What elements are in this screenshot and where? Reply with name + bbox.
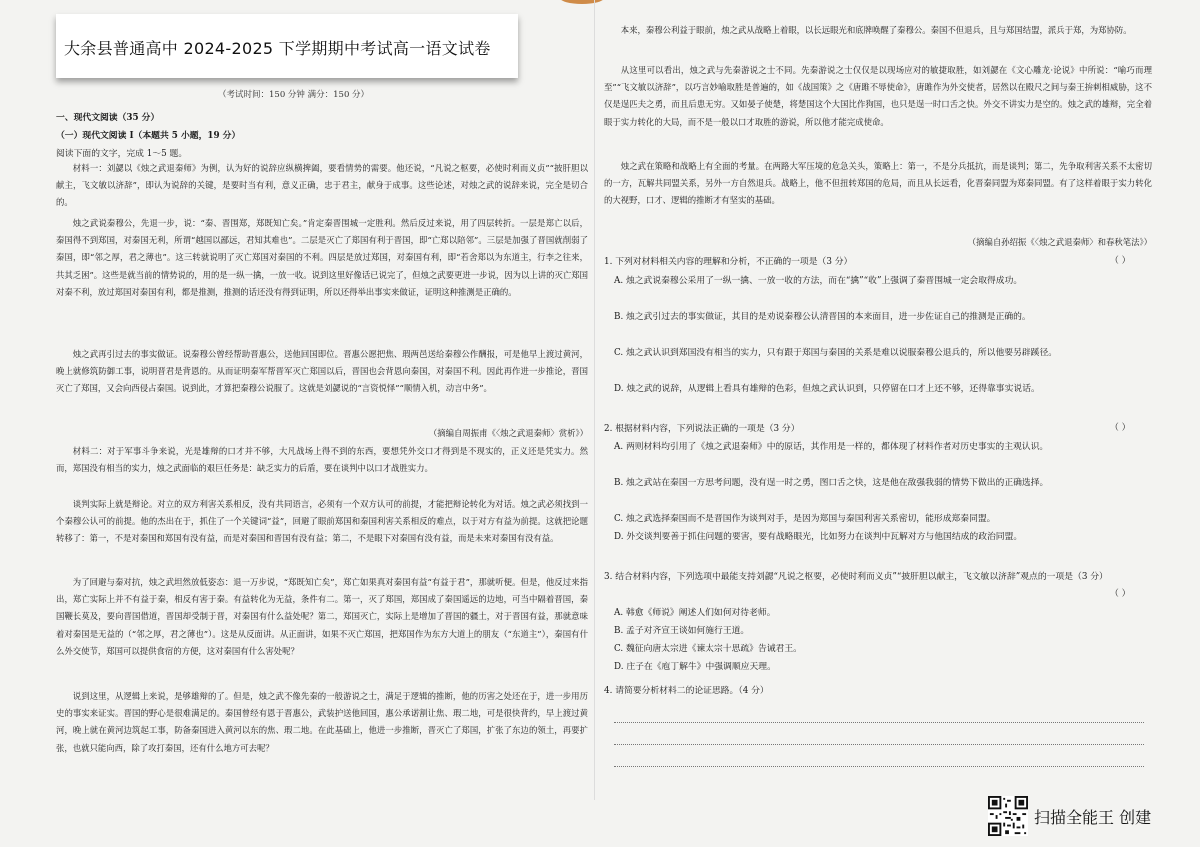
paragraph: 材料二：对于军事斗争来说，光是雄辩的口才并不够，大凡战场上得不到的东西，要想凭外交口才得到是不现实的，正义还是凭实力。然而，郑国没有相当的实力，烛之武面临的艰巨任务是：缺乏实力的后盾，要在谈判中以口才战胜实力。 — [56, 446, 588, 474]
question-option: B. 烛之武站在秦国一方思考问题，没有逞一时之勇，图口舌之快，这是他在敌强我弱的情势下做出的正确选择。 — [614, 478, 1049, 488]
question-option: D. 烛之武的说辞，从逻辑上看具有雄辩的色彩，但烛之武认识到，只停留在口才上还不够，还得靠事实说话。 — [614, 384, 1040, 394]
exam-meta: （考试时间：150 分钟 满分：150 分） — [218, 90, 370, 100]
paragraph: 材料一：刘勰以《烛之武退秦师》为例，认为好的说辞应纵横捭阖，要看情势的需要。他还说，“凡说之枢要，必使时利而义贞”“披肝胆以献主，飞文敏以济辞”，即认为说辞的关键，是要时当有利，意义正确，忠于君主，献身于成事。这些论述，对烛之武的说辞来说，完全是切合的。 — [56, 163, 588, 208]
watermark — [988, 796, 1151, 836]
subsection-heading: （一）现代文阅读 I（本题共 5 小题，19 分） — [56, 131, 241, 141]
question-option: C. 烛之武认识到郑国没有相当的实力，只有跟于郑国与秦国的关系是难以说服秦穆公退兵的，所以他要另辟蹊径。 — [614, 348, 1058, 358]
paragraph: 为了回避与秦对抗，烛之武坦然放低姿态：退一万步说，“郑既知亡矣”，郑亡如果真对秦国有益“有益于君”，那就听便。但是，他反过来指出，郑亡实际上并不有益于秦，相反有害于秦。有益转化为无益，条件有二。第一，灭了郑国，郑国成了秦国遥远的边地，可当中隔着晋国，秦国鞭长莫及，要向晋国借道，晋国却受制于晋，对秦国有什么益处呢？第二，郑国灭亡，实际上是增加了晋国的疆土，对于晋国有益，那就意味着对秦国是无益的（“邻之厚，君之薄也”）。这是从反面讲。从正面讲，如果不灭亡郑国，把郑国作为东方大道上的朋友（“东道主”），秦国有什么外交使节，郑国可以提供食宿的方便，这对秦国有什么害处呢？ — [56, 577, 588, 656]
paragraph: 谈判实际上就是辩论。对立的双方利害关系相反，没有共同语言，必须有一个双方认可的前提，才能把辩论转化为对话。烛之武必须找到一个秦穆公认可的前提。他的杰出在于，抓住了一个关键词“益”，回避了眼前郑国和秦国利害关系相反的难点，以于对方有益为前提。这就把论题转移了：第一，不是对秦国和郑国有没有益，而是对秦国和晋国有没有益；第二，不是眼下对秦国有没有益，而是未来对秦国有没有益。 — [56, 499, 588, 544]
question-stem: 4. 请简要分析材料二的论证思路。（4 分） — [604, 686, 769, 696]
question-option: A. 韩愈《师说》阐述人们如何对待老师。 — [614, 608, 776, 618]
paragraph: 烛之武说秦穆公，先退一步，说：“秦、晋围郑，郑既知亡矣。”肯定秦晋围城一定胜利。然后反过来说，用了四层转折。一层是郑亡以后，秦国得不到郑国，对秦国无利，所谓“越国以鄙远，君知其难也”。二层是灭亡了郑国有利于晋国，即“亡郑以陪邻”。三层是加强了晋国就削弱了秦国，即“邻之厚，君之薄也”。这三转就说明了灭亡郑国对秦国的不利。四层是放过郑国，对秦国有利，即“若舍郑以为东道主，行李之往来，共其乏困”。这些是就当前的情势说的，用的是一纵一擒，一放一收。说到这里好像话已说完了，但烛之武要更进一步说，因为以上讲的灭亡郑国对秦不利，放过郑国对秦国有利，都是推测，推测的话还没有得到证明，所以还得举出事实来做证，证明这种推测是正确的。 — [56, 218, 588, 297]
paragraph: 烛之武再引过去的事实做证。说秦穆公曾经帮助晋惠公，送他回国即位。晋惠公愿把焦、瑕两邑送给秦穆公作酬报，可是他早上渡过黄河，晚上就修筑防御工事，说明晋君是背恩的。从而证明秦军帮晋军灭亡郑国以后，晋国也会背恩向秦国，对秦国不利。因此再作进一步推论，晋国灭亡了郑国，又会向西侵占秦国。说到此，才算把秦穆公说服了。这就是刘勰说的“言资悦怿”“顺情入机，动言中务”。 — [56, 349, 588, 394]
orange-blob — [560, 0, 604, 4]
question-stem: 3. 结合材料内容，下列选项中最能支持刘勰“凡说之枢要，必使时利而义贞”“披肝胆以献主，飞文敏以济辞”观点的一项是（3 分） — [604, 572, 1108, 582]
watermark-text: 扫描全能王 创建 — [1034, 807, 1152, 827]
paragraph: 说到这里，从逻辑上来说，是够雄辩的了。但是，烛之武不像先秦的一般游说之士，满足于逻辑的推断，他的历害之处还在于，进一步用历史的事实来证实。晋国的野心是很难满足的。秦国曾经有恩于晋惠公，武装护送他回国，惠公承诺割让焦、瑕二地，可是很快背约，早上渡过黄河，晚上就在黄河边筑起工事，防备秦国进入黄河以东的焦、瑕二地。在此基础上，他进一步推断，晋灭亡了郑国，扩张了东边的领土，再要扩张，也就只能向西，除了攻打秦国，还有什么地方可去呢？ — [56, 691, 588, 753]
answer-paren: （ ） — [1110, 423, 1131, 433]
answer-line[interactable] — [614, 744, 1144, 745]
question-stem: 1. 下列对材料相关内容的理解和分析，不正确的一项是（3 分） — [604, 257, 853, 267]
answer-paren: （ ） — [1110, 589, 1131, 599]
qr-code-icon — [988, 796, 1028, 836]
question-option: C. 烛之武选择秦国而不是晋国作为谈判对手，是因为郑国与秦国利害关系密切，能形成郑秦同盟。 — [614, 514, 996, 524]
source-citation: （摘编自孙绍振《〈烛之武退秦师〉和春秋笔法》） — [967, 237, 1152, 247]
paragraph: 烛之武在策略和战略上有全面的考量。在两路大军压境的危急关头，策略上：第一，不是分兵抵抗，而是谈判；第二，先争取利害关系不太密切的一方，瓦解共同盟关系，另外一方自然退兵。战略上，他不但扭转郑国的危局，而且从长远看，化晋秦同盟为郑秦同盟。有了这样着眼于实力转化的大视野，口才、逻辑的推断才有坚实的基础。 — [604, 161, 1152, 206]
question-option: D. 外交谈判要善于抓住问题的要害，要有战略眼光，比如努力在谈判中瓦解对方与他国结成的政治同盟。 — [614, 532, 1023, 542]
answer-line[interactable] — [614, 722, 1144, 723]
question-option: B. 孟子对齐宣王谈如何施行王道。 — [614, 626, 750, 636]
source-citation: （摘编自周振甫《〈烛之武退秦师〉赏析》） — [428, 428, 588, 438]
question-option: D. 庄子在《庖丁解牛》中强调顺应天理。 — [614, 662, 776, 672]
paragraph: 本来，秦穆公利益于眼前，烛之武从战略上着眼，以长远眼光和底牌唤醒了秦穆公。秦国不但退兵，且与郑国结盟，派兵于郑，为郑协防。 — [620, 25, 1132, 35]
question-option: B. 烛之武引过去的事实做证，其目的是劝说秦穆公认清晋国的本来面目，进一步佐证自己的推测是正确的。 — [614, 312, 1031, 322]
answer-line[interactable] — [614, 766, 1144, 767]
column-divider — [594, 0, 595, 800]
exam-title: 大余县普通高中 2024-2025 下学期期中考试高一语文试卷 — [64, 39, 491, 58]
question-option: A. 两则材料均引用了《烛之武退秦师》中的原话，其作用是一样的，都体现了材料作者对历史事实的主观认识。 — [614, 442, 1049, 452]
answer-paren: （ ） — [1110, 256, 1131, 266]
section-heading: 一、现代文阅读（35 分） — [56, 113, 160, 123]
question-stem: 2. 根据材料内容，下列说法正确的一项是（3 分） — [604, 424, 800, 434]
question-option: C. 魏征向唐太宗进《谏太宗十思疏》告诫君王。 — [614, 644, 802, 654]
question-option: A. 烛之武说秦穆公采用了一纵一擒、一放一收的方法，而在“擒”“收”上强调了秦晋围城一定会取得成功。 — [614, 276, 1023, 286]
paragraph: 从这里可以看出，烛之武与先秦游说之士不同。先秦游说之士仅仅是以现场应对的敏捷取胜，如刘勰在《文心雕龙·论说》中所说：“喻巧而理至”“飞文敏以济辞”，以巧言妙喻取胜是普遍的，如《战国策》之《唐雎不辱使命》，唐雎作为外交使者，居然以在殿尺之间与秦王拚刺相威胁，这不仅是逞匹夫之勇，而且后患无穷。又如晏子使楚，将楚国这个大国比作狗国，也只是逞一时口舌之快。外交不讲实力是空的。烛之武的雄辩，完全着眼于实力转化的大局，而不是一般以口才取胜的游说，所以他才能完成使命。 — [604, 65, 1152, 127]
instruction: 阅读下面的文字，完成 1～5 题。 — [56, 149, 188, 159]
